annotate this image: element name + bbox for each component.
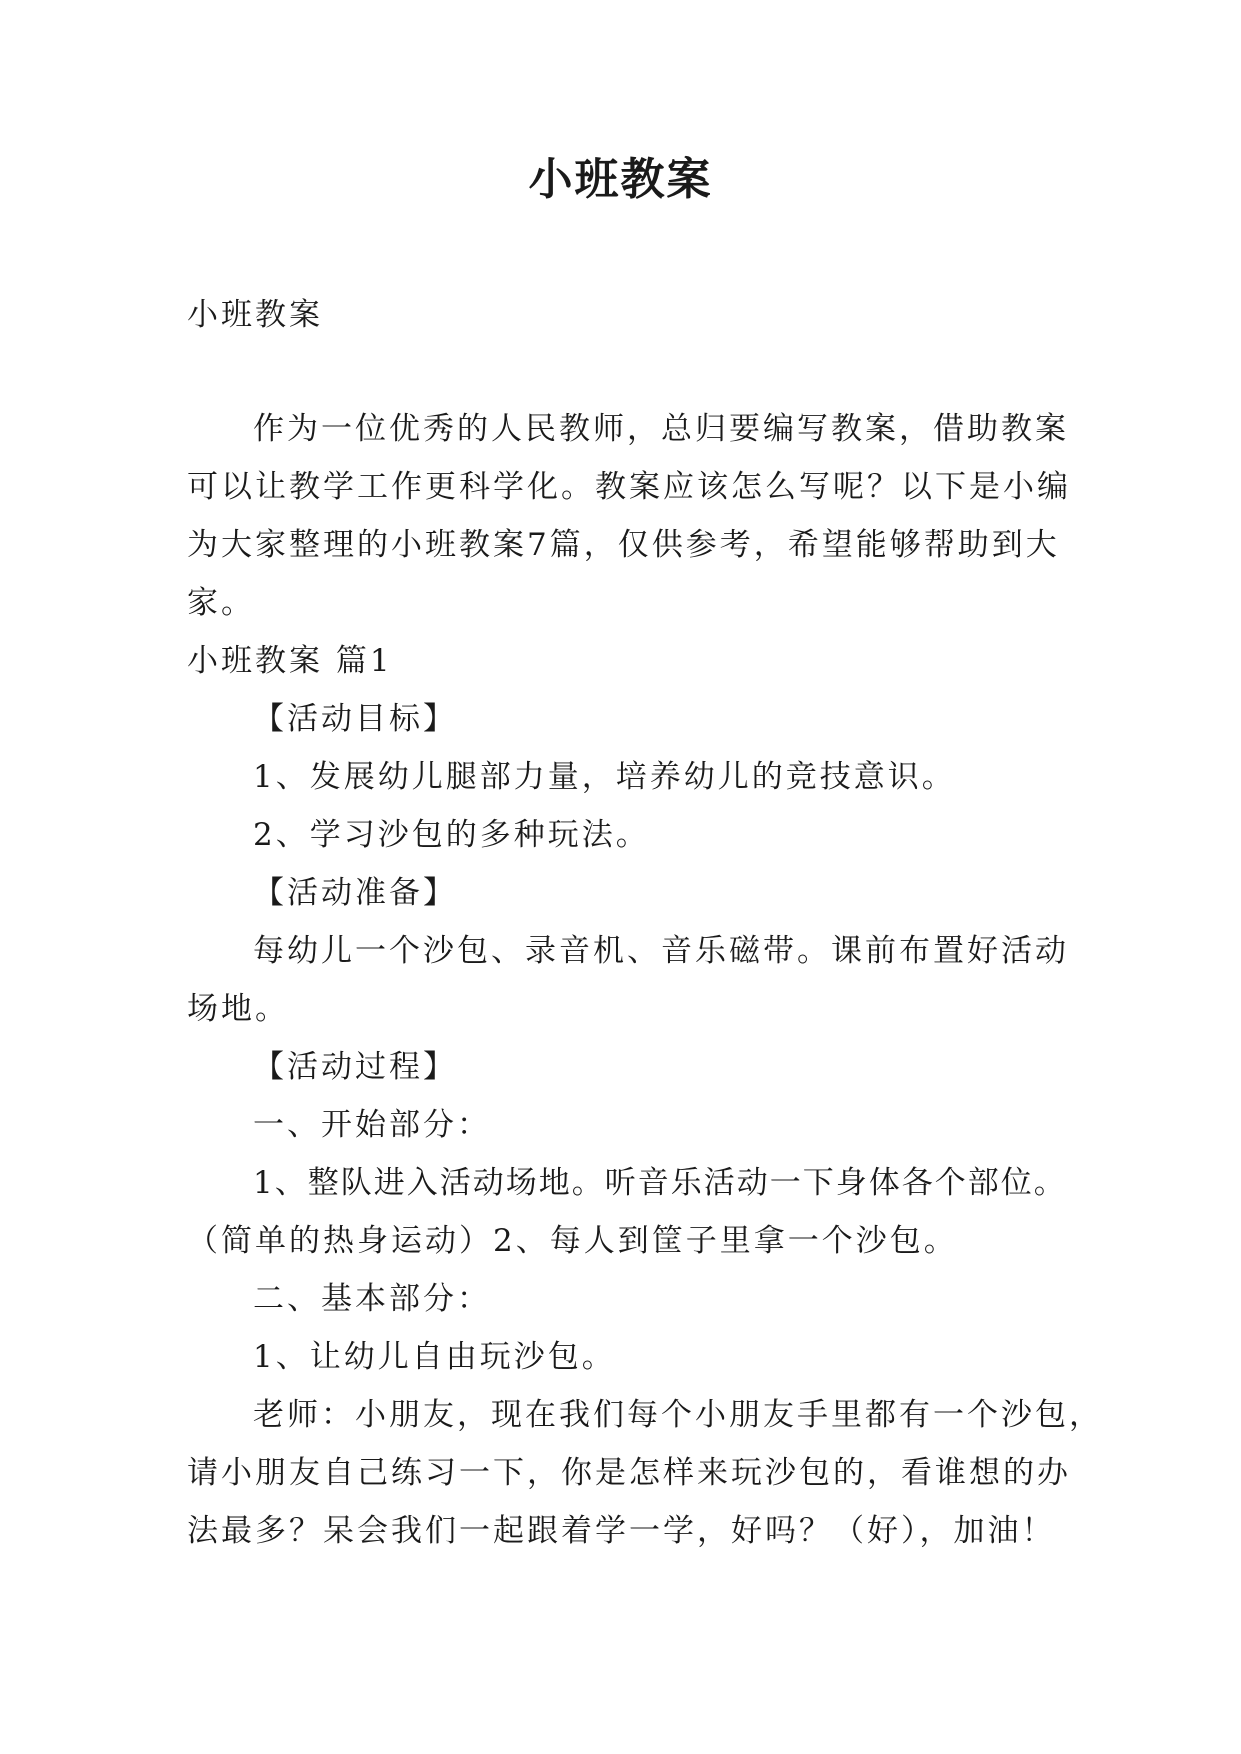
section-heading: 小班教案 篇1 [187,643,393,679]
paragraph-line: 每幼儿一个沙包、录音机、音乐磁带。课前布置好活动 [253,933,1069,969]
doc-subtitle: 小班教案 [187,297,323,333]
paragraph-line: 一、开始部分： [253,1107,491,1143]
paragraph-line: 作为一位优秀的人民教师，总归要编写教案，借助教案 [253,411,1069,447]
paragraph-line: 可以让教学工作更科学化。教案应该怎么写呢？以下是小编 [187,469,1071,505]
paragraph-line: 请小朋友自己练习一下，你是怎样来玩沙包的，看谁想的办 [187,1455,1071,1491]
subsection-heading: 【活动准备】 [253,875,457,911]
paragraph-line: 2、学习沙包的多种玩法。 [253,817,650,853]
paragraph-line: 1、整队进入活动场地。听音乐活动一下身体各个部位。 [253,1165,1067,1201]
paragraph-line: 1、发展幼儿腿部力量，培养幼儿的竞技意识。 [253,759,956,795]
paragraph-line: 家。 [187,585,255,621]
paragraph-line: 为大家整理的小班教案7篇，仅供参考，希望能够帮助到大 [187,527,1060,563]
paragraph-line: 场地。 [187,991,289,1027]
paragraph-line: 老师：小朋友，现在我们每个小朋友手里都有一个沙包， [253,1397,1103,1433]
paragraph-line: （简单的热身运动）2、每人到筐子里拿一个沙包。 [187,1223,958,1259]
paragraph-line: 二、基本部分： [253,1281,491,1317]
document-title: 小班教案 [528,154,713,205]
paragraph-line: 法最多？呆会我们一起跟着学一学，好吗？（好），加油！ [187,1513,1056,1549]
paragraph-line: 1、让幼儿自由玩沙包。 [253,1339,616,1375]
subsection-heading: 【活动过程】 [253,1049,457,1085]
subsection-heading: 【活动目标】 [253,701,457,737]
